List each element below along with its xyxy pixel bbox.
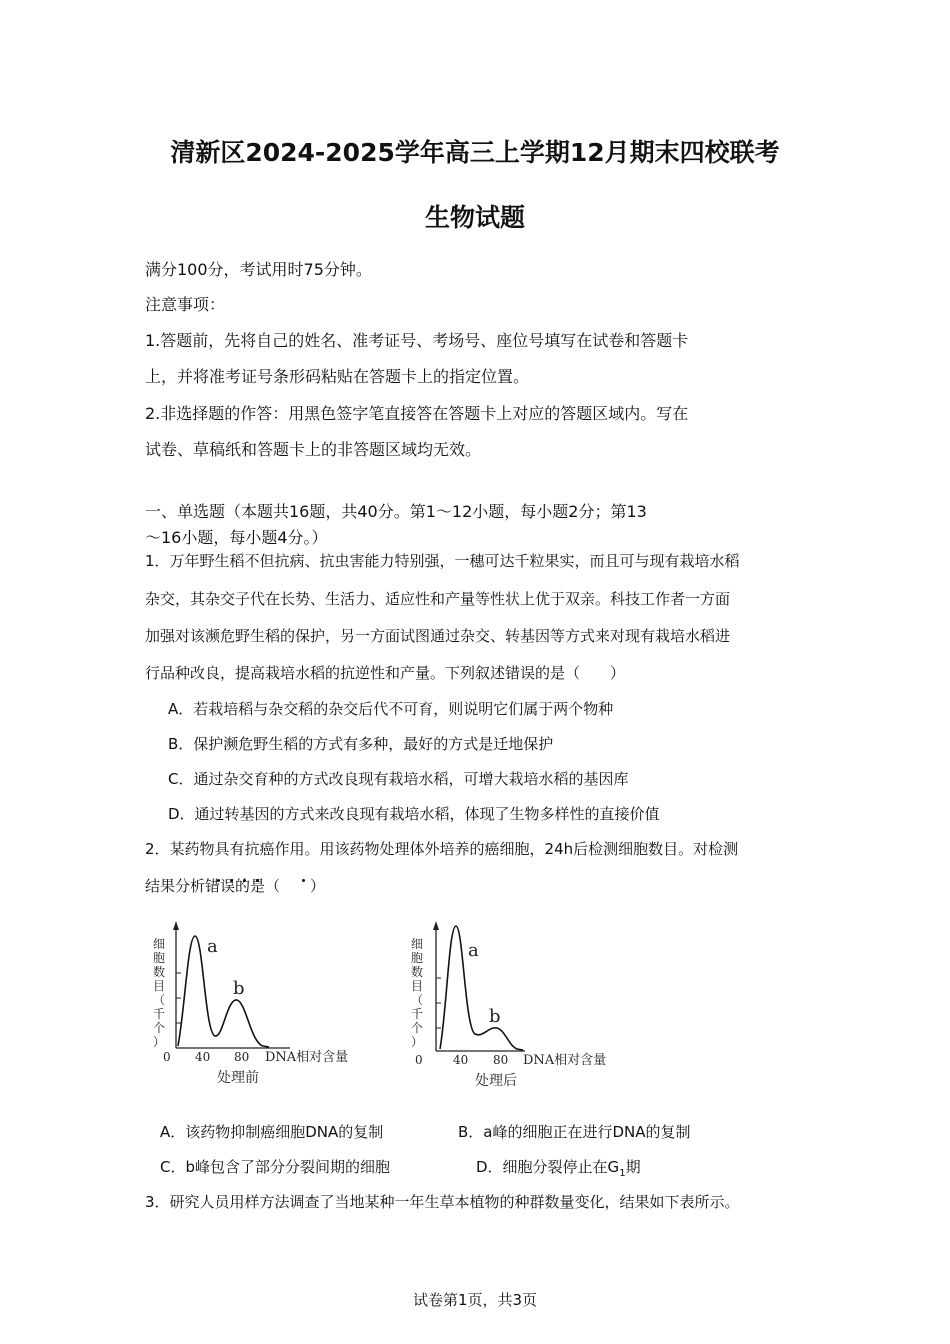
intro-text: 满分100分，考试用时75分钟。: [145, 260, 372, 279]
q2-line-2: 结果分析错误的是（ ）: [145, 877, 326, 895]
peak-label-a: a: [207, 936, 218, 957]
y-axis-label-char: 目: [410, 979, 424, 993]
y-axis-label-char: 细: [152, 937, 166, 951]
y-axis-label-char: 目: [152, 979, 166, 993]
chart-after-treatment: [405, 918, 635, 1090]
y-axis-label-char: 个: [152, 1021, 166, 1035]
q2-option-c: C．b峰包含了部分分裂间期的细胞: [160, 1158, 390, 1176]
peak-label-b: b: [489, 1006, 501, 1027]
series-line: [178, 936, 269, 1047]
y-axis-label-char: 数: [152, 965, 166, 979]
notice-label: 注意事项：: [145, 295, 226, 314]
y-axis-label-char: 细: [410, 937, 424, 951]
y-axis-label-char: 个: [410, 1021, 424, 1035]
x-tick-label: 40: [195, 1050, 211, 1064]
q2-option-d-text: D．细胞分裂停止在G: [476, 1158, 620, 1176]
q1-line-1: 1．万年野生稻不但抗病、抗虫害能力特别强，一穗可达千粒果实，而且可与现有栽培水稻: [145, 552, 740, 570]
section-heading-line-2: ～16小题，每小题4分。）: [145, 528, 328, 547]
page-footer: 试卷第1页，共3页: [412, 1291, 538, 1309]
chart-title: 处理前: [217, 1070, 259, 1086]
notice-2-line-1: 2.非选择题的作答：用黑色签字笔直接答在答题卡上对应的答题区域内。写在: [145, 404, 689, 423]
y-axis-label-char: 数: [410, 965, 424, 979]
emphasis-dots: [212, 867, 310, 871]
y-axis-label-char: 胞: [152, 951, 166, 965]
y-axis-label: [153, 937, 165, 1049]
x-tick-label: 80: [234, 1050, 250, 1064]
y-axis-label-char: （: [410, 993, 424, 1007]
y-axis-label-char: （: [152, 993, 166, 1007]
x-tick-label: 0: [415, 1053, 423, 1067]
q2-line-1: 2．某药物具有抗癌作用。用该药物处理体外培养的癌细胞，24h后检测细胞数目。对检测: [145, 840, 739, 858]
q3-line-1: 3．研究人员用样方法调查了当地某种一年生草本植物的种群数量变化，结果如下表所示。: [145, 1193, 740, 1211]
y-axis-label-char: 千: [410, 1007, 424, 1021]
q2-option-d-subscript: 1: [619, 1168, 626, 1179]
q2-option-a: A．该药物抑制癌细胞DNA的复制: [160, 1123, 384, 1141]
peak-label-a: a: [468, 940, 479, 961]
y-axis-arrow: [433, 921, 439, 930]
series-line: [440, 926, 523, 1050]
x-tick-label: 0: [163, 1050, 171, 1064]
q1-option-c: C．通过杂交育种的方式改良现有栽培水稻，可增大栽培水稻的基因库: [168, 770, 629, 788]
x-tick-label: 40: [453, 1053, 469, 1067]
q1-line-2: 杂交，其杂交子代在长势、生活力、适应性和产量等性状上优于双亲。科技工作者一方面: [145, 590, 731, 608]
y-axis-label-char: 胞: [410, 951, 424, 965]
chart-before-treatment: [145, 918, 375, 1090]
notice-2-line-2: 试卷、草稿纸和答题卡上的非答题区域均无效。: [145, 440, 482, 459]
chart-title: 处理后: [475, 1073, 517, 1089]
q1-option-b: B．保护濒危野生稻的方式有多种，最好的方式是迁地保护: [168, 735, 554, 753]
exam-title: 清新区2024-2025学年高三上学期12月期末四校联考: [170, 138, 780, 167]
notice-1-line-1: 1.答题前，先将自己的姓名、准考证号、考场号、座位号填写在试卷和答题卡: [145, 331, 689, 350]
x-axis-label: DNA相对含量: [265, 1050, 349, 1065]
q2-option-b: B．a峰的细胞正在进行DNA的复制: [458, 1123, 691, 1141]
section-heading-line-1: 一、单选题（本题共16题，共40分。第1～12小题，每小题2分；第13: [145, 502, 647, 521]
y-axis-label-char: ）: [410, 1035, 424, 1049]
y-axis-arrow: [173, 921, 179, 930]
y-axis-label-char: ）: [152, 1035, 166, 1049]
peak-label-b: b: [233, 978, 245, 999]
notice-1-line-2: 上，并将准考证号条形码粘贴在答题卡上的指定位置。: [145, 367, 530, 386]
x-tick-label: 80: [493, 1053, 509, 1067]
y-axis-label-char: 千: [152, 1007, 166, 1021]
exam-subtitle: 生物试题: [424, 203, 525, 232]
x-axis-label: DNA相对含量: [523, 1053, 607, 1068]
q1-line-4: 行品种改良，提高栽培水稻的抗逆性和产量。下列叙述错误的是（ ）: [145, 664, 626, 682]
q2-option-d: [476, 1156, 641, 1179]
y-axis-label: [411, 937, 423, 1049]
q1-option-d: D．通过转基因的方式来改良现有栽培水稻，体现了生物多样性的直接价值: [168, 805, 660, 823]
q2-option-d-suffix: 期: [625, 1158, 641, 1176]
q1-option-a: A．若栽培稻与杂交稻的杂交后代不可育，则说明它们属于两个物种: [168, 700, 614, 718]
q1-line-3: 加强对该濒危野生稻的保护，另一方面试图通过杂交、转基因等方式来对现有栽培水稻进: [145, 627, 731, 645]
